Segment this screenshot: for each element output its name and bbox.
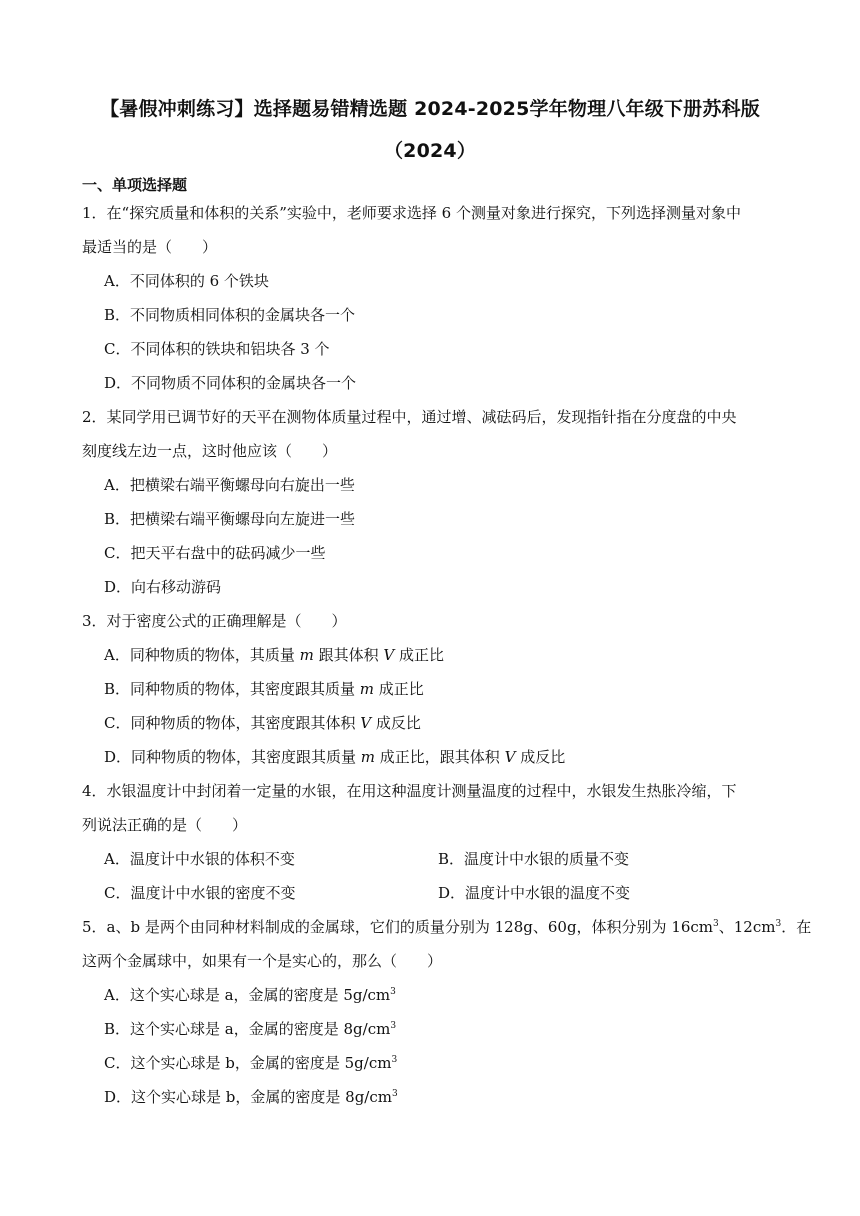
variable-v: V xyxy=(504,748,516,766)
option-text: B．同种物质的物体，其密度跟其质量 xyxy=(104,680,360,698)
superscript: 3 xyxy=(392,1089,398,1099)
option-b xyxy=(104,678,424,699)
option-text: 成正比 xyxy=(374,680,424,698)
question-stem-line: 这两个金属球中，如果有一个是实心的，那么（ ） xyxy=(82,952,443,970)
option-d xyxy=(104,1086,398,1107)
stem-text: 5．a、b 是两个由同种材料制成的金属球，它们的质量分别为 128g、60g，体积分别为 16cm xyxy=(82,918,714,936)
option-a xyxy=(104,644,444,665)
superscript: 3 xyxy=(391,1055,398,1065)
option-text: D．这个实心球是 b，金属的密度是 8g/cm xyxy=(104,1088,392,1106)
option-a xyxy=(104,984,396,1005)
option-a: A．温度计中水银的体积不变 xyxy=(104,850,295,868)
question-stem-line: 最适当的是（ ） xyxy=(82,238,218,256)
variable-m: m xyxy=(299,646,314,664)
option-d xyxy=(104,746,565,767)
question-stem-line: 1．在“探究质量和体积的关系”实验中，老师要求选择 6 个测量对象进行探究，下列选择测量对象中 xyxy=(82,204,741,222)
option-b: B．不同物质相同体积的金属块各一个 xyxy=(104,306,356,324)
option-text: 成正比，跟其体积 xyxy=(375,748,505,766)
option-c: C．温度计中水银的密度不变 xyxy=(104,884,296,902)
option-a: A．把横梁右端平衡螺母向右旋出一些 xyxy=(104,476,355,494)
superscript: 3 xyxy=(775,919,782,929)
variable-v: V xyxy=(383,646,395,664)
stem-text: 、12cm xyxy=(718,918,776,936)
question-stem-line: 4．水银温度计中封闭着一定量的水银，在用这种温度计测量温度的过程中，水银发生热胀冷缩，下 xyxy=(82,782,737,800)
option-text: C．这个实心球是 b，金属的密度是 5g/cm xyxy=(104,1054,392,1072)
option-text: 成反比 xyxy=(371,714,421,732)
document-title: 【暑假冲刺练习】选择题易错精选题 2024-2025学年物理八年级下册苏科版 xyxy=(100,98,760,120)
section-heading: 一、单项选择题 xyxy=(82,176,188,194)
option-d: D．温度计中水银的温度不变 xyxy=(438,884,631,902)
option-text: B．这个实心球是 a，金属的密度是 8g/cm xyxy=(104,1020,391,1038)
option-text: 成正比 xyxy=(394,646,445,664)
variable-m: m xyxy=(359,680,375,698)
superscript: 3 xyxy=(390,1021,397,1031)
option-d: D．向右移动游码 xyxy=(104,578,222,596)
option-text: A．同种物质的物体，其质量 xyxy=(104,646,300,664)
superscript: 3 xyxy=(390,987,396,997)
option-c: C．把天平右盘中的砝码减少一些 xyxy=(104,544,326,562)
question-stem-line xyxy=(82,916,811,937)
option-c xyxy=(104,1052,397,1073)
variable-m: m xyxy=(360,748,376,766)
option-c: C．不同体积的铁块和铝块各 3 个 xyxy=(104,340,330,358)
option-text: D．同种物质的物体，其密度跟其质量 xyxy=(104,748,361,766)
option-c xyxy=(104,712,421,733)
option-text: A．这个实心球是 a，金属的密度是 5g/cm xyxy=(104,986,391,1004)
option-text: 成反比 xyxy=(515,748,566,766)
question-stem-line: 2．某同学用已调节好的天平在测物体质量过程中，通过增、减砝码后，发现指针指在分度盘的中央 xyxy=(82,408,737,426)
document-subtitle: （2024） xyxy=(383,140,477,162)
question-stem-line: 列说法正确的是（ ） xyxy=(82,816,248,834)
option-b: B．把横梁右端平衡螺母向左旋进一些 xyxy=(104,510,356,528)
question-stem-line: 刻度线左边一点，这时他应该（ ） xyxy=(82,442,338,460)
option-b: B．温度计中水银的质量不变 xyxy=(438,850,630,868)
option-b xyxy=(104,1018,396,1039)
option-text: C．同种物质的物体，其密度跟其体积 xyxy=(104,714,361,732)
option-text: 跟其体积 xyxy=(313,646,384,664)
question-stem-line: 3．对于密度公式的正确理解是（ ） xyxy=(82,612,347,630)
variable-v: V xyxy=(360,714,372,732)
option-d: D．不同物质不同体积的金属块各一个 xyxy=(104,374,357,392)
option-a: A．不同体积的 6 个铁块 xyxy=(104,272,269,290)
superscript: 3 xyxy=(713,919,719,929)
stem-text: ．在 xyxy=(781,918,812,936)
